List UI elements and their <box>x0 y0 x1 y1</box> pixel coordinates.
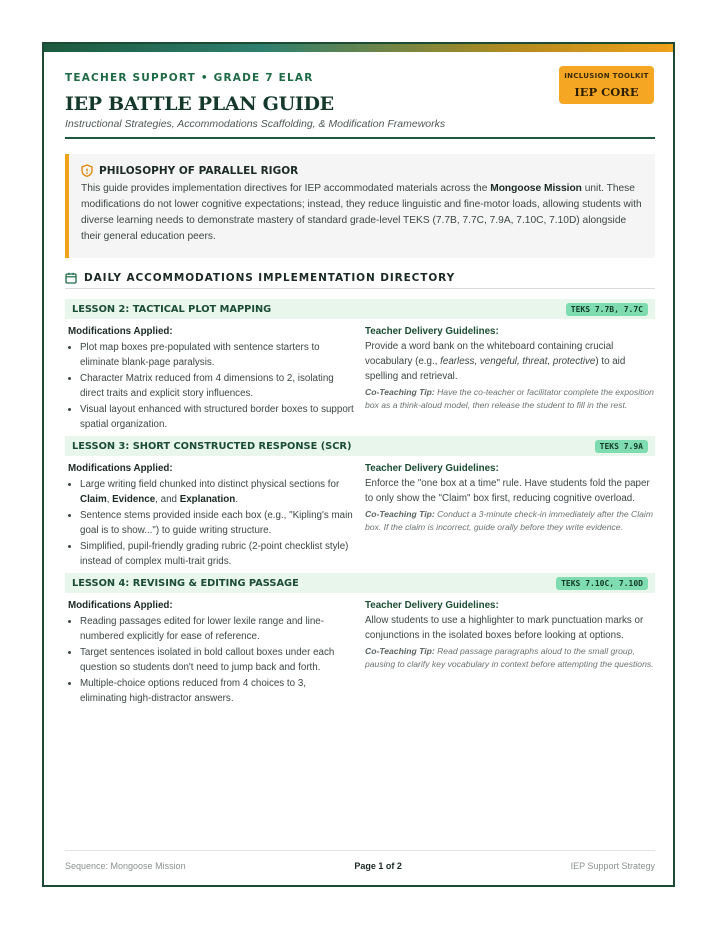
guideline-text <box>365 339 655 384</box>
lesson-bar <box>65 299 655 319</box>
guidelines-column <box>365 325 655 433</box>
guidelines-column <box>365 462 655 570</box>
tip-text: Have the co-teacher or facilitator complete the exposition box as a think-aloud model, then release the student to fill in the rest. <box>365 387 654 410</box>
guideline-text: Allow students to use a highlighter to mark punctuation marks or conjunctions in the isolated boxes before looking at options. <box>365 615 644 641</box>
tip-text: Conduct a 3-minute check-in immediately after the Claim box. If the claim is incorrect, guide orally before they write evidence. <box>365 509 653 532</box>
period: . <box>235 494 238 505</box>
co-teaching-tip <box>365 386 655 412</box>
guidelines-heading: Teacher Delivery Guidelines: <box>365 600 499 611</box>
lesson-title: LESSON 4: REVISING & EDITING PASSAGE <box>72 577 299 589</box>
tip-label: Co-Teaching Tip: <box>365 509 435 519</box>
page-footer <box>65 850 655 871</box>
modifications-list <box>68 340 355 432</box>
footer-strategy: IEP Support Strategy <box>570 861 655 871</box>
header-kicker: TEACHER SUPPORT • GRADE 7 ELAR <box>65 72 314 84</box>
page-subtitle: Instructional Strategies, Accommodations Scaffolding, & Modification Frameworks <box>65 118 446 130</box>
page-title: IEP BATTLE PLAN GUIDE <box>65 93 334 115</box>
guideline-text-2: ) to aid spelling and retrieval. <box>365 356 626 382</box>
teks-badge: TEKS 7.7B, 7.7C <box>566 303 648 316</box>
modifications-list <box>68 614 355 706</box>
tip-label: Co-Teaching Tip: <box>365 387 435 397</box>
badge-main-label: IEP CORE <box>574 85 639 99</box>
philosophy-heading-text: PHILOSOPHY OF PARALLEL RIGOR <box>99 164 299 177</box>
directory-heading-text: DAILY ACCOMMODATIONS IMPLEMENTATION DIRECTORY <box>84 272 456 284</box>
footer-sequence: Sequence: Mongoose Mission <box>65 861 186 871</box>
co-teaching-tip <box>365 645 655 671</box>
separator: , <box>106 494 113 505</box>
list-item: • Plot map boxes pre-populated with sentence starters to eliminate blank-page paralysis. <box>80 340 355 370</box>
tip-label: Co-Teaching Tip: <box>365 646 435 656</box>
guidelines-column <box>365 599 655 707</box>
lesson-title: LESSON 2: TACTICAL PLOT MAPPING <box>72 303 272 315</box>
modifications-heading: Modifications Applied: <box>68 600 173 611</box>
lesson-section <box>65 436 655 570</box>
teks-badge: TEKS 7.10C, 7.10D <box>556 577 648 590</box>
lesson-section <box>65 299 655 433</box>
badge-top-label: INCLUSION TOOLKIT <box>564 72 649 80</box>
claim-term: Claim <box>80 494 107 505</box>
shield-icon <box>81 164 93 177</box>
header-divider <box>65 137 655 139</box>
list-item: • Sentence stems provided inside each box (e.g., "Kipling's main goal is to show...") to guide writing structure. <box>80 508 355 538</box>
vocabulary-words: fearless, vengeful, threat, protective <box>440 356 596 367</box>
document-page <box>42 42 675 887</box>
guideline-text: Enforce the "one box at a time" rule. Have students fold the paper to only show the "Claim" box first, reducing cognitive overload. <box>365 478 650 504</box>
modifications-heading: Modifications Applied: <box>68 463 173 474</box>
modifications-list <box>68 477 355 569</box>
teks-badge: TEKS 7.9A <box>595 440 648 453</box>
list-item: • Visual layout enhanced with structured border boxes to support spatial organization. <box>80 402 355 432</box>
page-number: Page 1 of 2 <box>354 861 402 871</box>
separator: , and <box>155 494 180 505</box>
guidelines-heading: Teacher Delivery Guidelines: <box>365 463 499 474</box>
top-gradient-bar <box>44 44 673 52</box>
philosophy-heading <box>81 164 643 177</box>
modifications-column <box>65 325 355 433</box>
directory-heading <box>65 268 655 289</box>
unit-name: Mongoose Mission <box>490 183 582 194</box>
explanation-term: Explanation <box>179 494 236 505</box>
co-teaching-tip <box>365 508 655 534</box>
philosophy-body <box>81 181 643 245</box>
list-item: • Target sentences isolated in bold callout boxes under each question so students don't need to jump back and forth. <box>80 645 355 675</box>
list-item: • Simplified, pupil-friendly grading rubric (2-point checklist style) instead of complex multi-trait grids. <box>80 539 355 569</box>
tip-text: Read passage paragraphs aloud to the small group, pausing to clarify key vocabulary in context before attempting the questions. <box>365 646 654 669</box>
list-item: • Multiple-choice options reduced from 4 choices to 3, eliminating high-distractor answers. <box>80 676 355 706</box>
list-item-text: Large writing field chunked into distinct physical sections for <box>80 479 340 490</box>
philosophy-callout <box>65 154 655 258</box>
philosophy-text-1: This guide provides implementation directives for IEP accommodated materials across the <box>81 183 491 194</box>
modifications-column <box>65 599 355 707</box>
inclusion-badge <box>559 66 654 104</box>
modifications-column <box>65 462 355 570</box>
evidence-term: Evidence <box>112 494 156 505</box>
lesson-title: LESSON 3: SHORT CONSTRUCTED RESPONSE (SCR) <box>72 440 352 452</box>
lesson-bar <box>65 573 655 593</box>
list-item: • Character Matrix reduced from 4 dimensions to 2, isolating direct traits and explicit story influences. <box>80 371 355 401</box>
list-item <box>80 477 355 507</box>
lesson-bar <box>65 436 655 456</box>
guidelines-heading: Teacher Delivery Guidelines: <box>365 326 499 337</box>
modifications-heading: Modifications Applied: <box>68 326 173 337</box>
lesson-section <box>65 573 655 707</box>
calendar-icon <box>65 272 77 284</box>
guideline-text-1: Provide a word bank on the whiteboard containing crucial vocabulary (e.g., <box>365 341 614 367</box>
list-item: • Reading passages edited for lower lexile range and line-numbered explicitly for ease of reference. <box>80 614 355 644</box>
philosophy-text-2: unit. These modifications do not lower cognitive expectations; instead, they reduce linguistic and fine-motor loads, allowing students with diverse learning needs to demonstrate mastery of standard grade-level TEKS (7.7B, 7.7C, 7.9A, 7.10C, 7.10D) alongside their general education peers. <box>81 183 642 242</box>
